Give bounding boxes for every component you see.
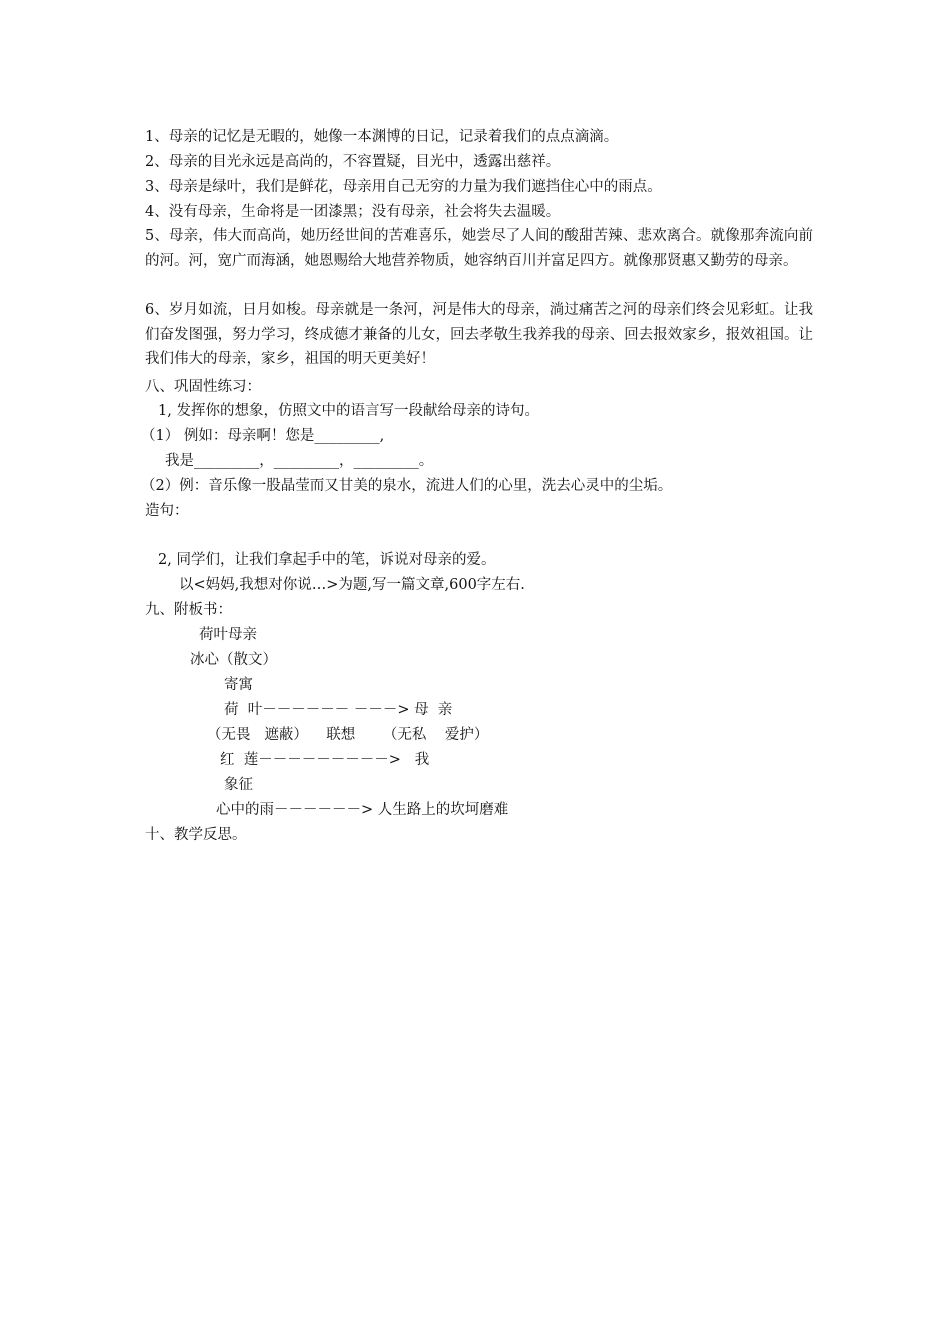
board-jiyu: 寄寓 bbox=[224, 677, 253, 693]
board-row-association: （无畏 遮蔽） 联想 （无私 爱护） bbox=[207, 727, 489, 743]
paragraph-5: 5、母亲，伟大而高尚，她历经世间的苦难喜乐，她尝尽了人间的酸甜苦辣、悲欢离合。就像那奔流向前的河。河，宽广而海涵，她恩赐给大地营养物质，她容纳百川并富足四方。就像那贤惠又勤劳的母亲。 bbox=[145, 228, 813, 269]
board-title: 荷叶母亲 bbox=[199, 627, 257, 643]
paragraph-6: 6、岁月如流，日月如梭。母亲就是一条河，河是伟大的母亲，淌过痛苦之河的母亲们终会见彩虹。让我们奋发图强，努力学习，终成德才兼备的儿女，回去孝敬生我养我的母亲、回去报效家乡，报效祖国。让我们伟大的母亲，家乡，祖国的明天更美好！ bbox=[145, 302, 813, 367]
section-8-heading: 八、巩固性练习： bbox=[145, 379, 261, 395]
board-row-rain: 心中的雨－－－－－－> 人生路上的坎坷磨难 bbox=[216, 802, 509, 818]
paragraph-3: 3、母亲是绿叶，我们是鲜花，母亲用自己无穷的力量为我们遮挡住心中的雨点。 bbox=[145, 179, 662, 195]
board-author: 冰心（散文） bbox=[190, 652, 277, 668]
section-10-heading: 十、教学反思。 bbox=[145, 827, 247, 843]
exercise-1-example-b: 我是_________，_________，_________。 bbox=[165, 453, 434, 469]
paragraph-4: 4、没有母亲，生命将是一团漆黑；没有母亲，社会将失去温暖。 bbox=[145, 204, 561, 220]
exercise-2-prompt: 2, 同学们，让我们拿起手中的笔，诉说对母亲的爱。 bbox=[158, 552, 496, 568]
zaoju-label: 造句： bbox=[145, 503, 189, 519]
paragraph-1: 1、母亲的记忆是无暇的，她像一本渊博的日记，记录着我们的点点滴滴。 bbox=[145, 129, 619, 145]
exercise-2-writing-task: 以<妈妈,我想对你说…>为题,写一篇文章,600字左右. bbox=[179, 577, 525, 593]
paragraph-2: 2、母亲的目光永远是高尚的，不容置疑，目光中，透露出慈祥。 bbox=[145, 154, 561, 170]
board-row-red-lotus: 红 莲－－－－－－－－－> 我 bbox=[220, 752, 430, 768]
exercise-2-example: （2）例：音乐像一股晶莹而又甘美的泉水，流进人们的心里，洗去心灵中的尘垢。 bbox=[141, 478, 673, 494]
exercise-1-prompt: 1, 发挥你的想象，仿照文中的语言写一段献给母亲的诗句。 bbox=[158, 403, 539, 419]
exercise-1-example-a: （1） 例如：母亲啊！您是_________, bbox=[141, 428, 385, 444]
board-xiangzheng: 象征 bbox=[224, 777, 253, 793]
section-9-heading: 九、附板书： bbox=[145, 602, 232, 618]
board-row-lotus-leaf: 荷 叶－－－－－－ －－－> 母 亲 bbox=[224, 702, 453, 718]
